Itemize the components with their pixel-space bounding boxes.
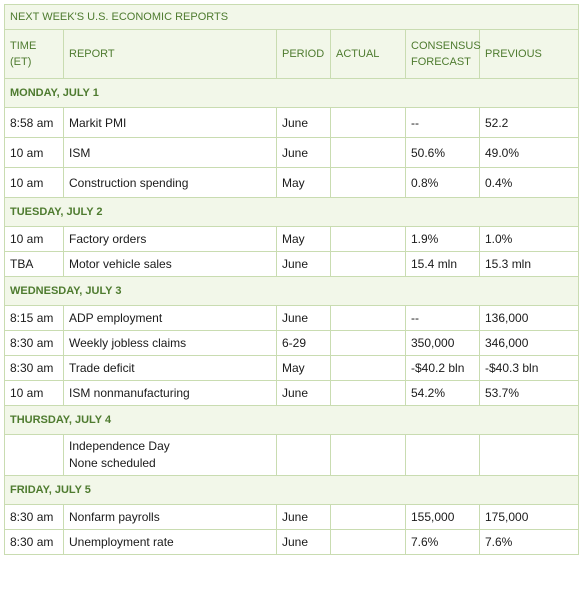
header-row xyxy=(5,30,579,79)
table-row xyxy=(5,138,579,168)
cell-report: Construction spending xyxy=(64,168,277,198)
cell-previous: 49.0% xyxy=(480,138,579,168)
cell-time: 8:30 am xyxy=(5,530,64,555)
cell-actual xyxy=(331,108,406,138)
cell-previous: 7.6% xyxy=(480,530,579,555)
cell-report: ADP employment xyxy=(64,306,277,331)
cell-period: May xyxy=(277,168,331,198)
cell-report: Nonfarm payrolls xyxy=(64,505,277,530)
table-row xyxy=(5,530,579,555)
header-period: PERIOD xyxy=(277,30,331,79)
header-consensus-line1: CONSENSUS xyxy=(411,40,481,52)
cell-forecast: 54.2% xyxy=(406,381,480,406)
holiday-note: None scheduled xyxy=(69,456,156,470)
cell-time: 10 am xyxy=(5,138,64,168)
cell-actual xyxy=(331,168,406,198)
cell-period: May xyxy=(277,356,331,381)
table-title-row xyxy=(5,5,579,30)
table-row xyxy=(5,227,579,252)
cell-period: June xyxy=(277,108,331,138)
cell-report: Unemployment rate xyxy=(64,530,277,555)
holiday-name: Independence Day xyxy=(69,439,170,453)
cell-forecast: 350,000 xyxy=(406,331,480,356)
cell-forecast: -- xyxy=(406,306,480,331)
cell-period: June xyxy=(277,505,331,530)
cell-forecast xyxy=(406,435,480,476)
table-row xyxy=(5,505,579,530)
cell-actual xyxy=(331,331,406,356)
cell-time: 8:30 am xyxy=(5,331,64,356)
cell-previous: 1.0% xyxy=(480,227,579,252)
cell-previous: 175,000 xyxy=(480,505,579,530)
cell-period: June xyxy=(277,530,331,555)
cell-forecast: 155,000 xyxy=(406,505,480,530)
cell-forecast: -$40.2 bln xyxy=(406,356,480,381)
table-row xyxy=(5,435,579,476)
economic-reports-table xyxy=(4,4,579,555)
cell-previous: 0.4% xyxy=(480,168,579,198)
cell-period: June xyxy=(277,381,331,406)
cell-actual xyxy=(331,252,406,277)
day-label: THURSDAY, JULY 4 xyxy=(5,406,579,435)
header-previous: PREVIOUS xyxy=(480,30,579,79)
header-time: TIME (ET) xyxy=(5,30,64,79)
cell-previous: -$40.3 bln xyxy=(480,356,579,381)
cell-actual xyxy=(331,530,406,555)
table-row xyxy=(5,108,579,138)
cell-period: May xyxy=(277,227,331,252)
cell-actual xyxy=(331,356,406,381)
cell-previous: 52.2 xyxy=(480,108,579,138)
table-row xyxy=(5,168,579,198)
table-row xyxy=(5,356,579,381)
cell-report: ISM nonmanufacturing xyxy=(64,381,277,406)
cell-report: ISM xyxy=(64,138,277,168)
cell-actual xyxy=(331,227,406,252)
cell-actual xyxy=(331,138,406,168)
cell-actual xyxy=(331,505,406,530)
table-row xyxy=(5,252,579,277)
cell-report: Factory orders xyxy=(64,227,277,252)
cell-time: 8:30 am xyxy=(5,505,64,530)
cell-previous xyxy=(480,435,579,476)
table-row xyxy=(5,306,579,331)
cell-period: June xyxy=(277,252,331,277)
cell-time: TBA xyxy=(5,252,64,277)
cell-previous: 346,000 xyxy=(480,331,579,356)
cell-actual xyxy=(331,306,406,331)
cell-actual xyxy=(331,435,406,476)
cell-time: 8:15 am xyxy=(5,306,64,331)
day-header-row xyxy=(5,79,579,108)
day-label: WEDNESDAY, JULY 3 xyxy=(5,277,579,306)
day-label: FRIDAY, JULY 5 xyxy=(5,476,579,505)
cell-period: June xyxy=(277,138,331,168)
cell-time: 10 am xyxy=(5,227,64,252)
header-actual: ACTUAL xyxy=(331,30,406,79)
day-header-row xyxy=(5,476,579,505)
cell-forecast: 7.6% xyxy=(406,530,480,555)
cell-time: 8:30 am xyxy=(5,356,64,381)
day-header-row xyxy=(5,406,579,435)
cell-previous: 136,000 xyxy=(480,306,579,331)
day-header-row xyxy=(5,277,579,306)
cell-time: 10 am xyxy=(5,168,64,198)
header-consensus-line2: FORECAST xyxy=(411,56,471,68)
cell-time: 10 am xyxy=(5,381,64,406)
header-consensus-forecast xyxy=(406,30,480,79)
cell-report: Weekly jobless claims xyxy=(64,331,277,356)
cell-forecast: 1.9% xyxy=(406,227,480,252)
table-title: NEXT WEEK'S U.S. ECONOMIC REPORTS xyxy=(5,5,579,30)
cell-period: June xyxy=(277,306,331,331)
cell-previous: 15.3 mln xyxy=(480,252,579,277)
cell-report: Markit PMI xyxy=(64,108,277,138)
cell-report: Trade deficit xyxy=(64,356,277,381)
cell-report-note xyxy=(64,435,277,476)
day-header-row xyxy=(5,198,579,227)
header-report: REPORT xyxy=(64,30,277,79)
economic-reports-panel xyxy=(4,4,578,555)
cell-forecast: -- xyxy=(406,108,480,138)
cell-report: Motor vehicle sales xyxy=(64,252,277,277)
cell-forecast: 50.6% xyxy=(406,138,480,168)
cell-period: 6-29 xyxy=(277,331,331,356)
cell-time: 8:58 am xyxy=(5,108,64,138)
cell-period xyxy=(277,435,331,476)
day-label: MONDAY, JULY 1 xyxy=(5,79,579,108)
day-label: TUESDAY, JULY 2 xyxy=(5,198,579,227)
cell-forecast: 0.8% xyxy=(406,168,480,198)
cell-previous: 53.7% xyxy=(480,381,579,406)
cell-actual xyxy=(331,381,406,406)
cell-forecast: 15.4 mln xyxy=(406,252,480,277)
table-row xyxy=(5,331,579,356)
table-row xyxy=(5,381,579,406)
cell-time xyxy=(5,435,64,476)
